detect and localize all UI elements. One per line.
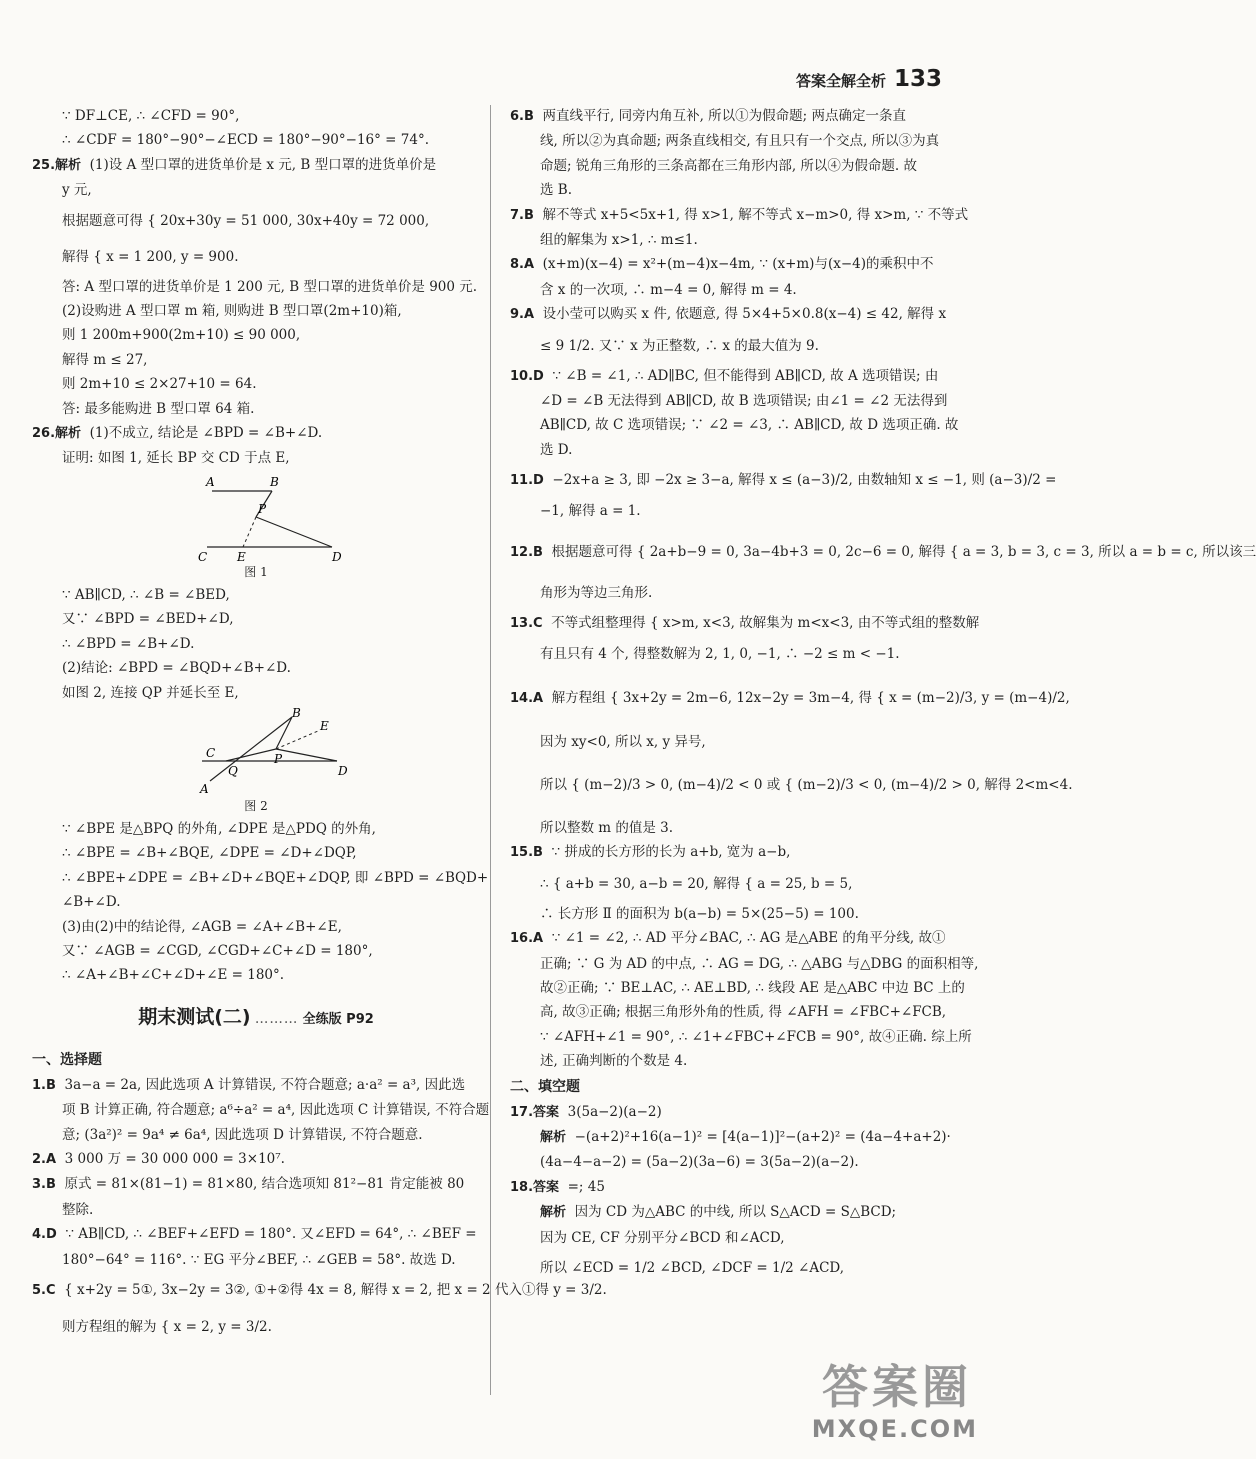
- text-line: (3)由(2)中的结论得, ∠AGB = ∠A+∠B+∠E,: [62, 918, 342, 935]
- mc-answer-15: [510, 840, 960, 926]
- text-line: y 元,: [62, 182, 92, 199]
- text-line: ∵ AB∥CD, ∴ ∠BEF+∠EFD = 180°. 又∠EFD = 64°, ∴ ∠BEF =: [65, 1226, 477, 1243]
- text-line: ∵ 拼成的长方形的长为 a+b, 宽为 a−b,: [551, 844, 791, 861]
- text-line: 正确; ∵ G 为 AD 的中点, ∴ AG = DG, ∴ △ABG 与△DBG 的面积相等,: [540, 955, 979, 972]
- text-line: ∴ ∠CDF = 180°−90°−∠ECD = 180°−90°−16° = 74°.: [62, 132, 429, 149]
- mc-answer-16: [510, 926, 979, 1073]
- text-line: AB∥CD, 故 C 选项错误; ∵ ∠2 = ∠3, ∴ AB∥CD, 故 D 选项正确. 故: [540, 417, 959, 434]
- mc-answer-10: [510, 364, 960, 463]
- text-line: (4a−4−a−2) = (5a−2)(3a−6) = 3(5a−2)(a−2).: [540, 1154, 859, 1171]
- page-number: 133: [893, 66, 942, 92]
- text-line: −(a+2)²+16(a−1)² = [4(a−1)]²−(a+2)² = (4a−4+a+2)·: [574, 1128, 951, 1145]
- text-line: ∴ ∠BPD = ∠B+∠D.: [62, 635, 195, 652]
- text-line: 因为 xy<0, 所以 x, y 异号,: [540, 733, 706, 750]
- text-line: 因为 CD 为△ABC 的中线, 所以 S△ACD = S△BCD;: [574, 1204, 897, 1221]
- text-line: 述, 正确判断的个数是 4.: [540, 1053, 688, 1070]
- section-heading: 一、选择题: [32, 1051, 102, 1068]
- fig2-label-c: C: [206, 745, 216, 760]
- question-number: 17.答案: [510, 1104, 560, 1120]
- text-line: ∵ ∠BPE 是△BPQ 的外角, ∠DPE 是△PDQ 的外角,: [62, 820, 376, 837]
- text-line: ∵ ∠1 = ∠2, ∴ AD 平分∠BAC, ∴ AG 是△ABE 的角平分线, 故①: [551, 930, 946, 947]
- text-line: 解得 m ≤ 27,: [62, 351, 148, 368]
- mc-answer-12: [510, 524, 1256, 605]
- text-line: 有且只有 4 个, 得整数解为 2, 1, 0, −1, ∴ −2 ≤ m < −1.: [540, 646, 900, 663]
- text-line: 3 000 万 = 30 000 000 = 3×10⁷.: [64, 1150, 285, 1167]
- text-line: 整除.: [62, 1201, 94, 1218]
- text-line: 因为 CE, CF 分别平分∠BCD 和∠ACD,: [540, 1229, 785, 1246]
- fig2-label-b: B: [292, 705, 301, 720]
- text-line: 高, 故③正确; 根据三角形外角的性质, 得 ∠AFH = ∠FBC+∠FCB,: [540, 1004, 947, 1021]
- question-number: 8.A: [510, 257, 535, 273]
- text-line: 设小莹可以购买 x 件, 依题意, 得 5×4+5×0.8(x−4) ≤ 42, 解得 x: [542, 306, 947, 323]
- text-line: ∵ ∠AFH+∠1 = 90°, ∴ ∠1+∠FBC+∠FCB = 90°, 故④正确. 综上所: [540, 1028, 972, 1045]
- text-line: 则 1 200m+900(2m+10) ≤ 90 000,: [62, 327, 301, 344]
- text-line: ∴ 长方形 Ⅱ 的面积为 b(a−b) = 5×(25−5) = 100.: [540, 905, 859, 922]
- text-line: 则 2m+10 ≤ 2×27+10 = 64.: [62, 376, 257, 393]
- question-number: 10.D: [510, 368, 544, 384]
- fig2-label-p: P: [274, 751, 283, 766]
- text-line: ∵ ∠B = ∠1, ∴ AD∥BC, 但不能得到 AB∥CD, 故 A 选项错误; 由: [552, 367, 939, 384]
- text-line: ∴ { a+b = 30, a−b = 20, 解得 { a = 25, b = 5,: [540, 875, 853, 892]
- watermark-logo: 答案圈: [822, 1360, 972, 1414]
- text-line: 意; (3a²)² = 9a⁴ ≠ 6a⁴, 因此选项 D 计算错误, 不符合题意.: [62, 1126, 423, 1143]
- text-line: 项 B 计算正确, 符合题意; a⁶÷a² = a⁴, 因此选项 C 计算错误, 不符合题: [62, 1102, 490, 1119]
- question-25: [32, 153, 480, 421]
- question-number: 9.A: [510, 307, 535, 323]
- fig1-label-p: P: [258, 501, 267, 516]
- text-line: ∠D = ∠B 无法得到 AB∥CD, 故 B 选项错误; 由∠1 = ∠2 无法得到: [540, 393, 948, 410]
- text-line: ∵ DF⊥CE, ∴ ∠CFD = 90°,: [62, 108, 240, 124]
- text-line: 3a−a = 2a, 因此选项 A 计算错误, 不符合题意; a·a² = a³, 因此选: [64, 1076, 466, 1093]
- text-line: ∴ ∠BPE+∠DPE = ∠B+∠D+∠BQE+∠DQP, 即 ∠BPD = ∠BQD+: [62, 869, 489, 886]
- answer-text: =; 45: [567, 1178, 605, 1195]
- text-line: −2x+a ≥ 3, 即 −2x ≥ 3−a, 解得 x ≤ (a−3)/2, 由数轴知 x ≤ −1, 则 (a−3)/2 =: [552, 472, 1057, 489]
- text-line: 则方程组的解为 { x = 2, y = 3/2.: [62, 1319, 272, 1335]
- question-number: 18.答案: [510, 1179, 560, 1195]
- mc-answer-1: [32, 1073, 490, 1147]
- question-number: 6.B: [510, 109, 534, 124]
- fill-answer-18: [510, 1175, 960, 1286]
- header-title: 答案全解全析: [795, 72, 886, 90]
- text-line: ≤ 9 1/2. 又∵ x 为正整数, ∴ x 的最大值为 9.: [540, 337, 819, 354]
- question-26: [32, 421, 489, 988]
- question-number: 16.A: [510, 931, 544, 947]
- figure-1: [32, 471, 480, 583]
- text-line: 所以 ∠ECD = 1/2 ∠BCD, ∠DCF = 1/2 ∠ACD,: [540, 1260, 845, 1276]
- text-line: (2)设购进 A 型口罩 m 箱, 则购进 B 型口罩(2m+10)箱,: [62, 303, 402, 320]
- mc-answer-4: [32, 1222, 480, 1272]
- column-divider: [490, 105, 491, 1395]
- text-line: 证明: 如图 1, 延长 BP 交 CD 于点 E,: [62, 450, 290, 467]
- text-line: ∴ ∠BPE = ∠B+∠BQE, ∠DPE = ∠D+∠DQP,: [62, 845, 357, 862]
- text-line: 所以整数 m 的值是 3.: [540, 819, 674, 836]
- figure-2-diagram: [192, 705, 352, 801]
- text-line: 两直线平行, 同旁内角互补, 所以①为假命题; 两点确定一条直: [542, 108, 907, 124]
- question-number: 2.A: [32, 1151, 57, 1167]
- question-number: 5.C: [32, 1283, 56, 1298]
- analysis-label: 解析: [540, 1205, 567, 1221]
- text-line: 又∵ ∠BPD = ∠BED+∠D,: [62, 611, 234, 628]
- text-line: 角形为等边三角形.: [540, 584, 653, 601]
- text-line: 解不等式 x+5<5x+1, 得 x>1, 解不等式 x−m>0, 得 x>m, ∵ 不等式: [542, 206, 969, 223]
- text-line: 解方程组 { 3x+2y = 2m−6, 12x−2y = 3m−4, 得 { x = (m−2)/3, y = (m−4)/2,: [551, 689, 1070, 706]
- fig1-label-b: B: [270, 474, 279, 489]
- text-line: 含 x 的一次项, ∴ m−4 = 0, 解得 m = 4.: [540, 281, 797, 298]
- question-number: 4.D: [32, 1227, 57, 1243]
- answer-text: 3(5a−2)(a−2): [567, 1103, 662, 1120]
- fig2-label-d: D: [338, 763, 348, 778]
- text-line: 又∵ ∠AGB = ∠CGD, ∠CGD+∠C+∠D = 180°,: [62, 942, 373, 959]
- figure-2-caption: 图 2: [244, 798, 268, 813]
- mc-answer-6: [510, 104, 960, 203]
- text-line: (2)结论: ∠BPD = ∠BQD+∠B+∠D.: [62, 660, 291, 677]
- text-line: (1)设 A 型口罩的进货单价是 x 元, B 型口罩的进货单价是: [89, 156, 437, 173]
- question-number: 26.解析: [32, 426, 82, 442]
- exam-reference: 全练版 P92: [302, 1011, 374, 1027]
- mc-answer-9: [510, 302, 960, 363]
- exam-title: 期末测试(二): [138, 1005, 251, 1028]
- figure-1-diagram: [192, 471, 352, 567]
- text-line: 根据题意可得 { 2a+b−9 = 0, 3a−4b+3 = 0, 2c−6 = 0, 解得 { a = 3, b = 3, c = 3, 所以 a = b = c, 所以该三: [551, 543, 1256, 560]
- text-line: 答: A 型口罩的进货单价是 1 200 元, B 型口罩的进货单价是 900 元.: [62, 278, 478, 295]
- figure-2: [32, 705, 480, 817]
- question-number: 14.A: [510, 690, 544, 706]
- mc-answer-8: [510, 252, 960, 302]
- question-number: 7.B: [510, 207, 534, 223]
- text-line: ∴ ∠A+∠B+∠C+∠D+∠E = 180°.: [62, 967, 285, 984]
- exam-heading: [32, 992, 480, 1045]
- text-line: 选 B.: [540, 182, 573, 199]
- text-line: 不等式组整理得 { x>m, x<3, 故解集为 m<x<3, 由不等式组的整数解: [551, 615, 980, 632]
- text-line: 答: 最多能购进 B 型口罩 64 箱.: [62, 400, 255, 417]
- question-number: 12.B: [510, 544, 543, 560]
- text-line: 组的解集为 x>1, ∴ m≤1.: [540, 232, 698, 249]
- fig2-label-a: A: [200, 781, 209, 796]
- question-number: 13.C: [510, 616, 543, 632]
- fig1-label-e: E: [237, 549, 246, 564]
- fig2-label-e: E: [320, 718, 329, 733]
- text-line: 所以 { (m−2)/3 > 0, (m−4)/2 < 0 或 { (m−2)/3 < 0, (m−4)/2 > 0, 解得 2<m<4.: [540, 776, 1073, 793]
- question-number: 3.B: [32, 1177, 56, 1193]
- text-line: 命题; 锐角三角形的三条高都在三角形内部, 所以④为假命题. 故: [540, 157, 918, 174]
- equation-system: 根据题意可得 { 20x+30y = 51 000, 30x+40y = 72 000,: [62, 212, 430, 229]
- question-number: 11.D: [510, 473, 544, 489]
- text-line: ∠B+∠D.: [62, 894, 121, 911]
- fill-answer-17: [510, 1100, 960, 1175]
- equation-system: 解得 { x = 1 200, y = 900.: [62, 248, 239, 265]
- mc-answer-5: [32, 1272, 607, 1345]
- question-number: 1.B: [32, 1077, 56, 1093]
- question-number: 15.B: [510, 845, 543, 861]
- mc-answer-3: [32, 1172, 480, 1222]
- mc-answer-7: [510, 203, 969, 253]
- text-line: { x+2y = 5①, 3x−2y = 3②, ①+②得 4x = 8, 解得 x = 2, 把 x = 2 代入①得 y = 3/2.: [64, 1282, 607, 1298]
- watermark-url: MXQE.COM: [811, 1415, 978, 1443]
- figure-1-caption: 图 1: [244, 564, 268, 579]
- text-line: 原式 = 81×(81−1) = 81×80, 结合选项知 81²−81 肯定能被 80: [64, 1176, 465, 1193]
- analysis-label: 解析: [540, 1129, 567, 1145]
- mc-answer-2: [32, 1147, 480, 1172]
- question-number: 25.解析: [32, 157, 82, 173]
- mc-answer-13: [510, 605, 980, 666]
- fig2-label-q: Q: [228, 763, 238, 778]
- text-line: 180°−64° = 116°. ∵ EG 平分∠BEF, ∴ ∠GEB = 58°. 故选 D.: [62, 1251, 456, 1268]
- right-column: [510, 104, 1256, 1286]
- page-header: [796, 66, 942, 92]
- text-line: 线, 所以②为真命题; 两条直线相交, 有且只有一个交点, 所以③为真: [540, 133, 940, 150]
- leader-dots: ………: [254, 1010, 299, 1027]
- fig1-label-c: C: [198, 549, 208, 564]
- fig1-label-a: A: [206, 474, 215, 489]
- text-line: −1, 解得 a = 1.: [540, 503, 641, 520]
- text-line: 如图 2, 连接 QP 并延长至 E,: [62, 684, 239, 701]
- text-line: (x+m)(x−4) = x²+(m−4)x−4m, ∵ (x+m)与(x−4)的乘积中不: [542, 256, 934, 273]
- text-line: ∵ AB∥CD, ∴ ∠B = ∠BED,: [62, 586, 230, 603]
- text-line: (1)不成立, 结论是 ∠BPD = ∠B+∠D.: [89, 425, 323, 442]
- section-heading: 二、填空题: [510, 1078, 580, 1095]
- fig1-label-d: D: [332, 549, 342, 564]
- mc-answer-14: [510, 667, 1073, 841]
- mc-answer-11: [510, 462, 1057, 523]
- text-line: 选 D.: [540, 441, 573, 458]
- text-line: 故②正确; ∵ BE⊥AC, ∴ AE⊥BD, ∴ 线段 AE 是△ABC 中边 BC 上的: [540, 979, 965, 996]
